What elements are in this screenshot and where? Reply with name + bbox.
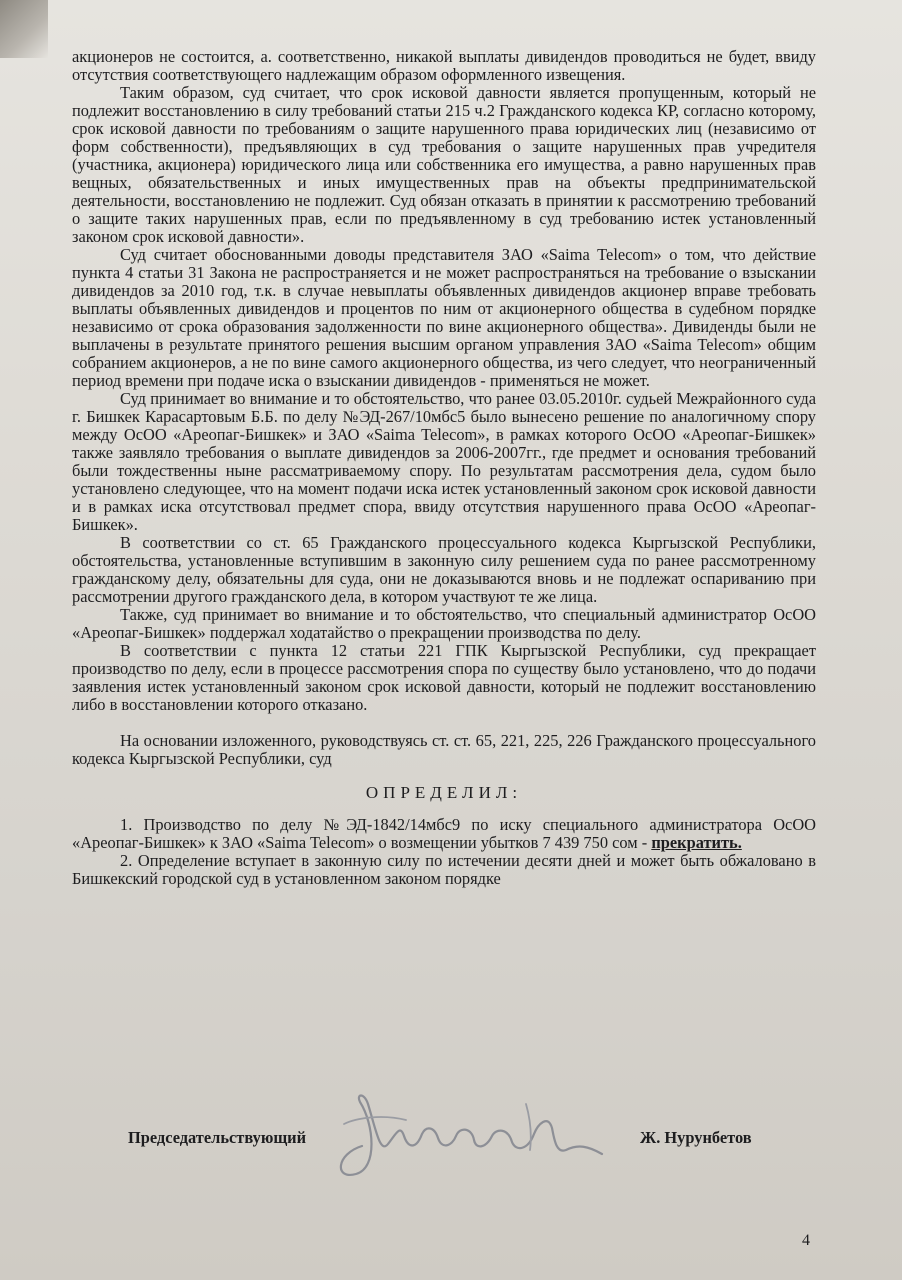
paragraph-article-65: В соответствии со ст. 65 Гражданского процессуального кодекса Кыргызской Республики, обстоятельства, установленные вступившим в законную силу решением суда по ранее рассмотренному гражданскому делу, обязательны для суда, они не доказываются вновь и не подлежат оспариванию при рассмотрении другого гражданского дела, в котором участвуют те же лица. [72,533,816,606]
paragraph-administrator-motion: Также, суд принимает во внимание и то обстоятельство, что специальный администратор ОсОО «Ареопаг-Бишкек» поддержал ходатайство о прекращении производства по делу. [72,605,816,642]
decision-item-1 [72,816,816,852]
ruling-heading: ОПРЕДЕЛИЛ: [365,783,523,802]
paragraph-limitation-period: Таким образом, суд считает, что срок исковой давности является пропущенным, который не подлежит восстановлению в силу требований статьи 215 ч.2 Гражданского кодекса КР, согласно которому, срок исковой давности по требованиям о защите нарушенного права юридических лиц (независимо от форм собственности), предъявляющих в суд требования о защите нарушенных прав учредителя (участника, акционера) юридического лица или собственника его имущества, а равно нарушенных прав вещных, обязательственных и иных имущественных прав на объекты предпринимательской деятельности, восстановлению не подлежит. Суд обязан отказать в принятии к рассмотрению требований о защите таких нарушенных прав, если по предъявленному в суд требованию истек установленный законом срок исковой давности». [72,83,816,246]
paragraph-basis: На основании изложенного, руководствуясь ст. ст. 65, 221, 225, 226 Гражданского процессуального кодекса Кыргызской Республики, суд [72,731,816,768]
signature-block [0,1128,902,1168]
page-number: 4 [802,1232,810,1249]
paragraph-prior-case: Суд принимает во внимание и то обстоятельство, что ранее 03.05.2010г. судьей Межрайонного суда г. Бишкек Карасартовым Б.Б. по делу №ЭД-267/10мбс5 было вынесено решение по аналогичному спору между ОсОО «Ареопаг-Бишкек» и ЗАО «Saima Telecom», в рамках которого ОсОО «Ареопаг-Бишкек» также заявляло требования о выплате дивидендов за 2006-2007гг., где предмет и основания требований были тождественны ныне рассматриваемому спору. По результатам рассмотрения дела, судом было установлено следующее, что на момент подачи иска истек установленный законом срок исковой давности и в рамках иска отсутствовал предмет спора, ввиду отсутствия нарушенного права ОсОО «Ареопаг-Бишкек». [72,389,816,534]
paragraph-continuation: акционеров не состоится, а. соответственно, никакой выплаты дивидендов проводиться не будет, ввиду отсутствия соответствующего надлежащим образом оформленного извещения. [72,47,816,84]
presiding-judge-label: Председательствующий [128,1128,307,1147]
document-body [72,48,816,888]
decision-item-2: 2. Определение вступает в законную силу по истечении десяти дней и может быть обжаловано в Бишкекский городской суд в установленном законом порядке [72,851,816,888]
page-corner-shadow [0,0,48,58]
paragraph-dividends-argument: Суд считает обоснованными доводы представителя ЗАО «Saima Telecom» о том, что действие пункта 4 статьи 31 Закона не распространяется и не может распространяться на требование о взыскании дивидендов за 2010 год, т.к. в случае невыплаты объявленных дивидендов акционер вправе требовать выплаты объявленных дивидендов и процентов по ним от акционерного общества в судебном порядке независимо от срока образования задолженности по вине акционерного общества». Дивиденды были не выплачены в результате принятого решения высшим органом управления ЗАО «Saima Telecom» общим собранием акционеров, а не по вине самого акционерного общества, из чего следует, что неограниченный период времени при подаче иска о взыскании дивидендов - применяться не может. [72,245,816,390]
paragraph-article-221: В соответствии с пункта 12 статьи 221 ГПК Кыргызской Республики, суд прекращает производство по делу, если в процессе рассмотрения спора по существу было установлено, что до подачи заявления истек установленный законом срок исковой давности, который не подлежит восстановлению либо в восстановлении которого отказано. [72,641,816,714]
decision-item-1-emphasis: прекратить. [651,833,742,852]
judge-name: Ж. Нурунбетов [640,1128,752,1147]
decision-item-1-text: 1. Производство по делу №ЭД-1842/14мбс9 по иску специального администратора ОсОО «Ареопаг-Бишкек» к ЗАО «Saima Telecom» о возмещении убытков 7 439 750 сом - [72,815,816,852]
